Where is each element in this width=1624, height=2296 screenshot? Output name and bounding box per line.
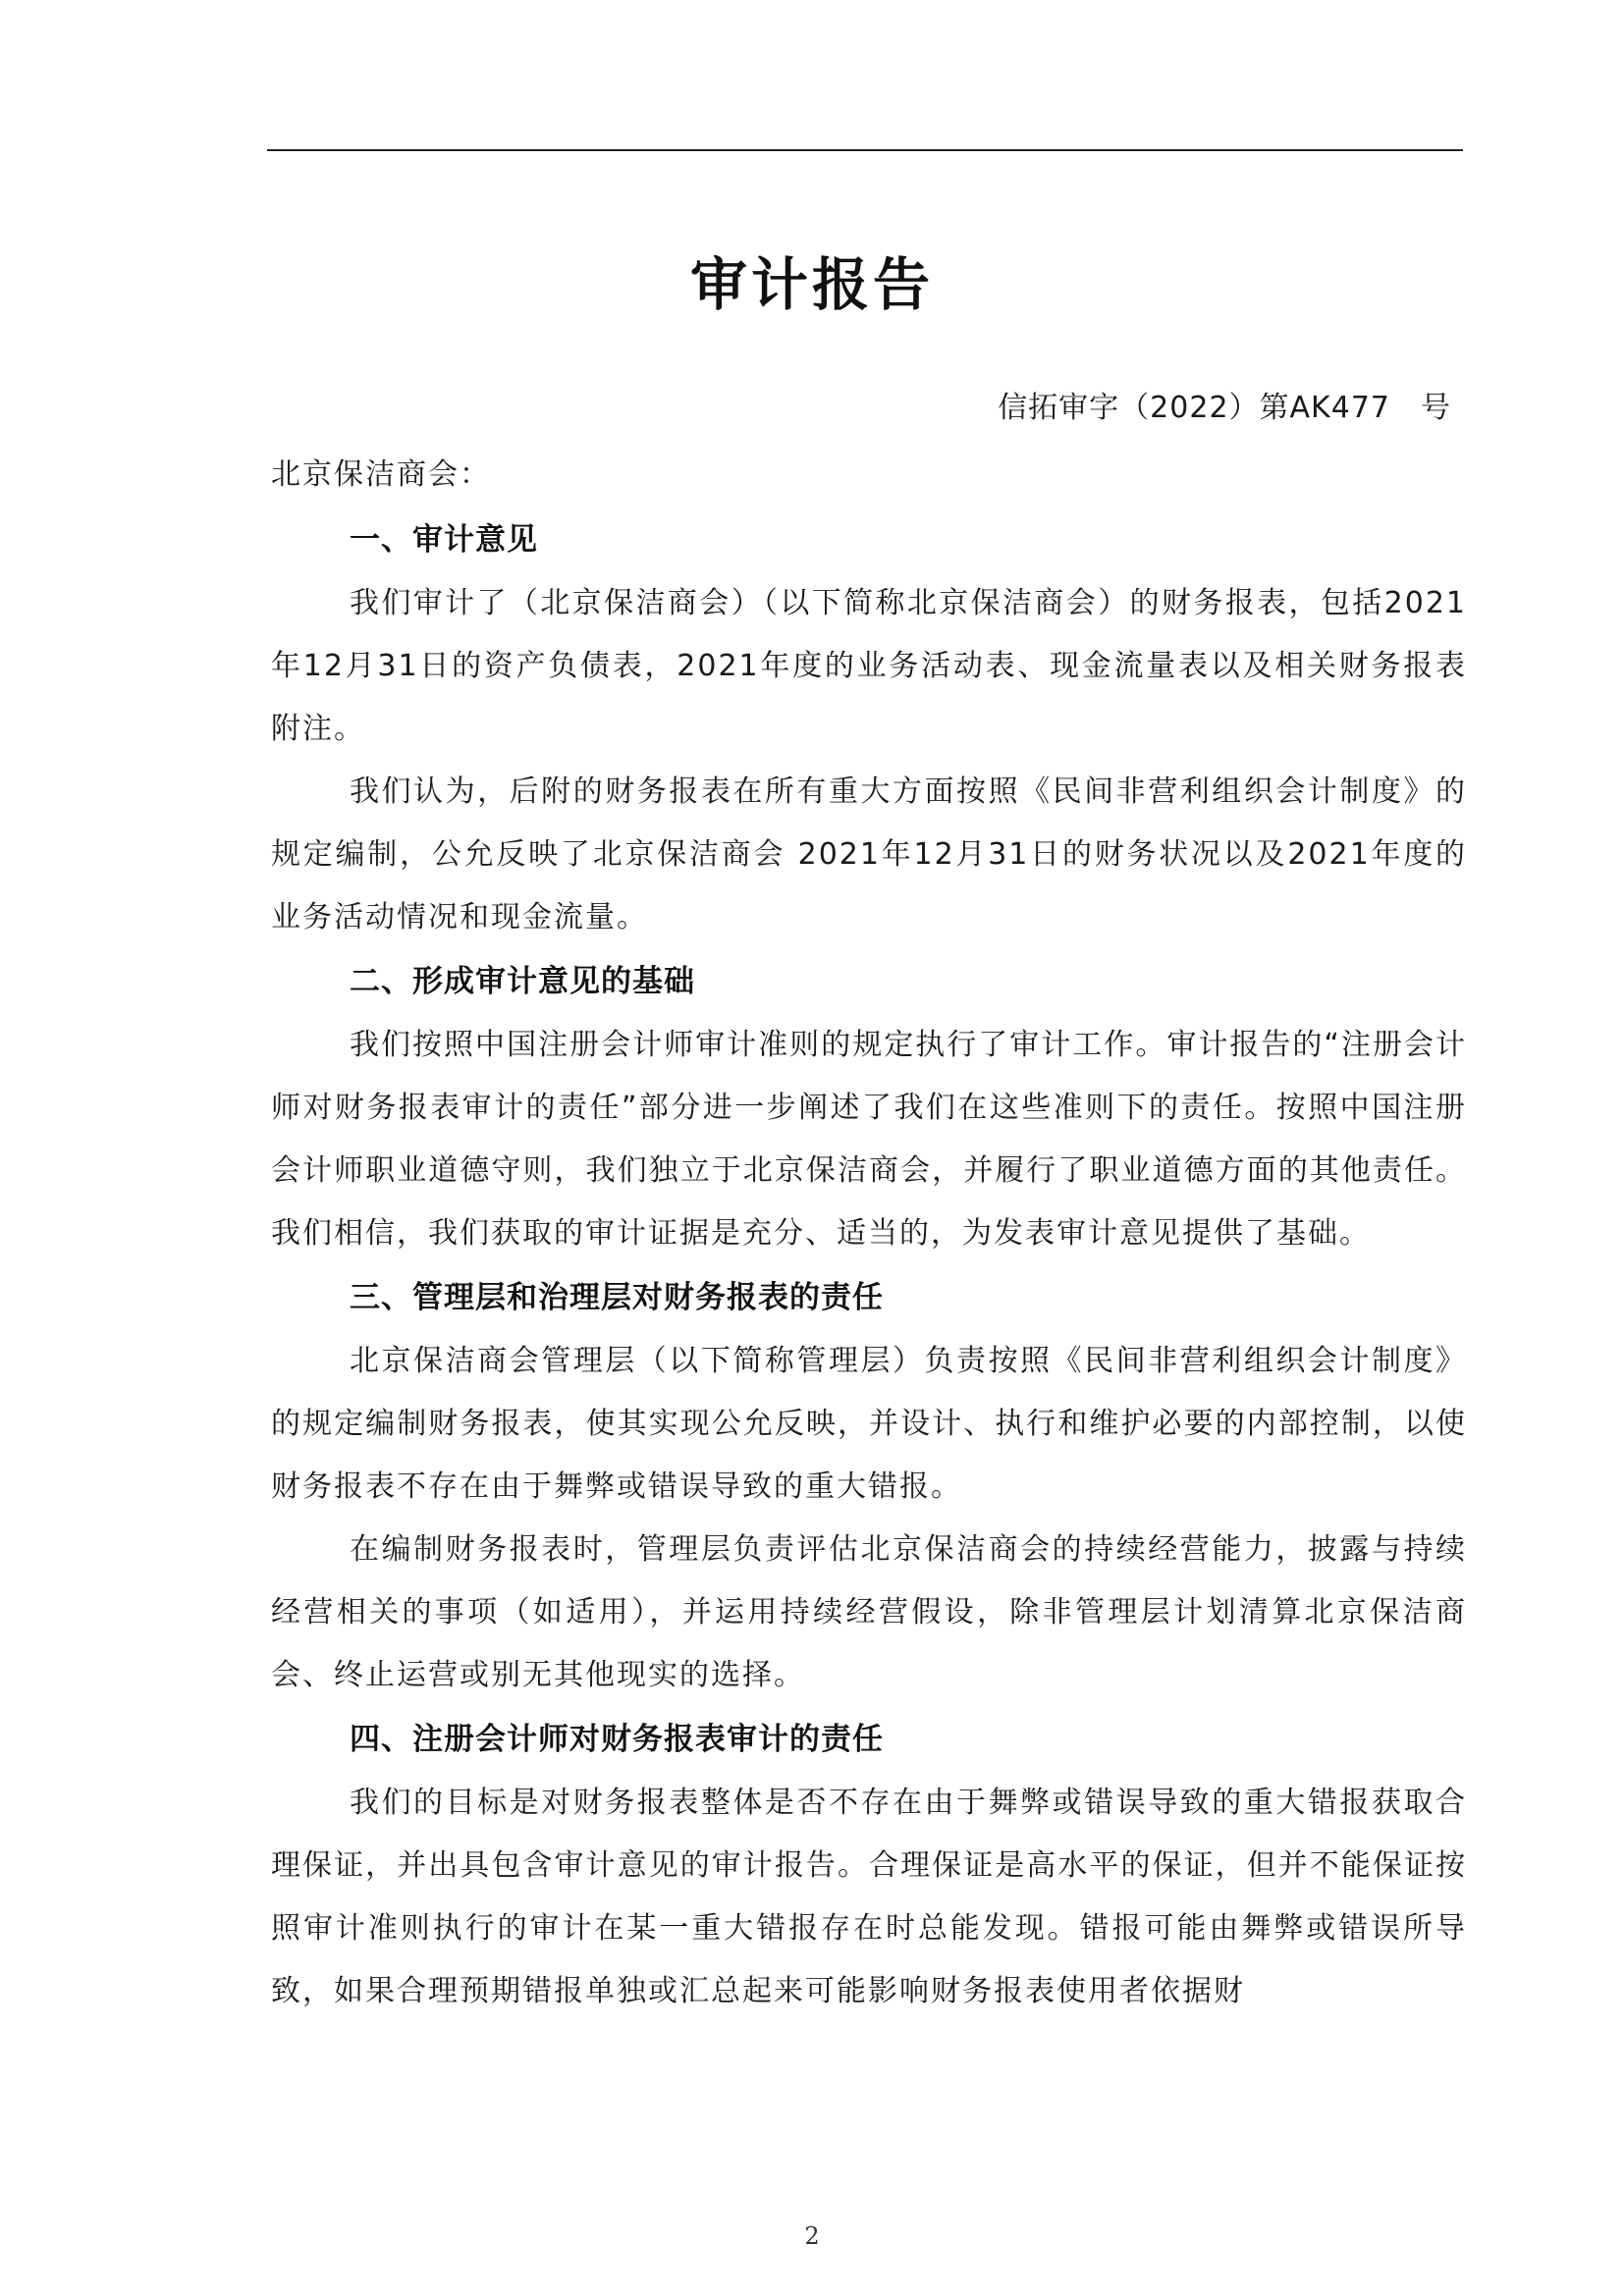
section-heading: 四、注册会计师对财务报表审计的责任 — [350, 1722, 884, 1757]
section-management-responsibility — [271, 1265, 1467, 1707]
section-audit-opinion — [271, 507, 1467, 949]
report-body — [271, 507, 1467, 2023]
document-number: 信拓审字（2022）第AK477 号 — [998, 391, 1451, 425]
section-auditor-responsibility — [271, 1707, 1467, 2023]
document-title: 审计报告 — [689, 251, 934, 318]
section-heading: 二、形成审计意见的基础 — [350, 964, 695, 999]
paragraph: 我们按照中国注册会计师审计准则的规定执行了审计工作。审计报告的“注册会计师对财务报表审计的责任”部分进一步阐述了我们在这些准则下的责任。按照中国注册会计师职业道德守则，我们独立于北京保洁商会，并履行了职业道德方面的其他责任。我们相信，我们获取的审计证据是充分、适当的，为发表审计意见提供了基础。 — [271, 1028, 1467, 1251]
paragraph: 我们的目标是对财务报表整体是否不存在由于舞弊或错误导致的重大错报获取合理保证，并出具包含审计意见的审计报告。合理保证是高水平的保证，但并不能保证按照审计准则执行的审计在某一重大错报存在时总能发现。错报可能由舞弊或错误所导致，如果合理预期错报单独或汇总起来可能影响财务报表使用者依据财 — [271, 1786, 1467, 2008]
page-number: 2 — [804, 2222, 820, 2250]
paragraph: 我们审计了（北京保洁商会）（以下简称北京保洁商会）的财务报表，包括2021年12月31日的资产负债表，2021年度的业务活动表、现金流量表以及相关财务报表附注。 — [271, 586, 1467, 746]
paragraph: 我们认为，后附的财务报表在所有重大方面按照《民间非营利组织会计制度》的规定编制，公允反映了北京保洁商会 2021年12月31日的财务状况以及2021年度的业务活动情况和现金流量。 — [271, 774, 1467, 934]
section-basis-for-opinion — [271, 949, 1467, 1265]
section-heading: 三、管理层和治理层对财务报表的责任 — [350, 1280, 884, 1315]
paragraph: 在编制财务报表时，管理层负责评估北京保洁商会的持续经营能力，披露与持续经营相关的事项（如适用），并运用持续经营假设，除非管理层计划清算北京保洁商会、终止运营或别无其他现实的选择。 — [271, 1532, 1467, 1692]
paragraph: 北京保洁商会管理层（以下简称管理层）负责按照《民间非营利组织会计制度》的规定编制财务报表，使其实现公允反映，并设计、执行和维护必要的内部控制，以使财务报表不存在由于舞弊或错误导致的重大错报。 — [271, 1344, 1467, 1504]
section-heading: 一、审计意见 — [350, 522, 538, 558]
header-rule — [267, 149, 1463, 151]
addressee: 北京保洁商会： — [271, 457, 491, 492]
